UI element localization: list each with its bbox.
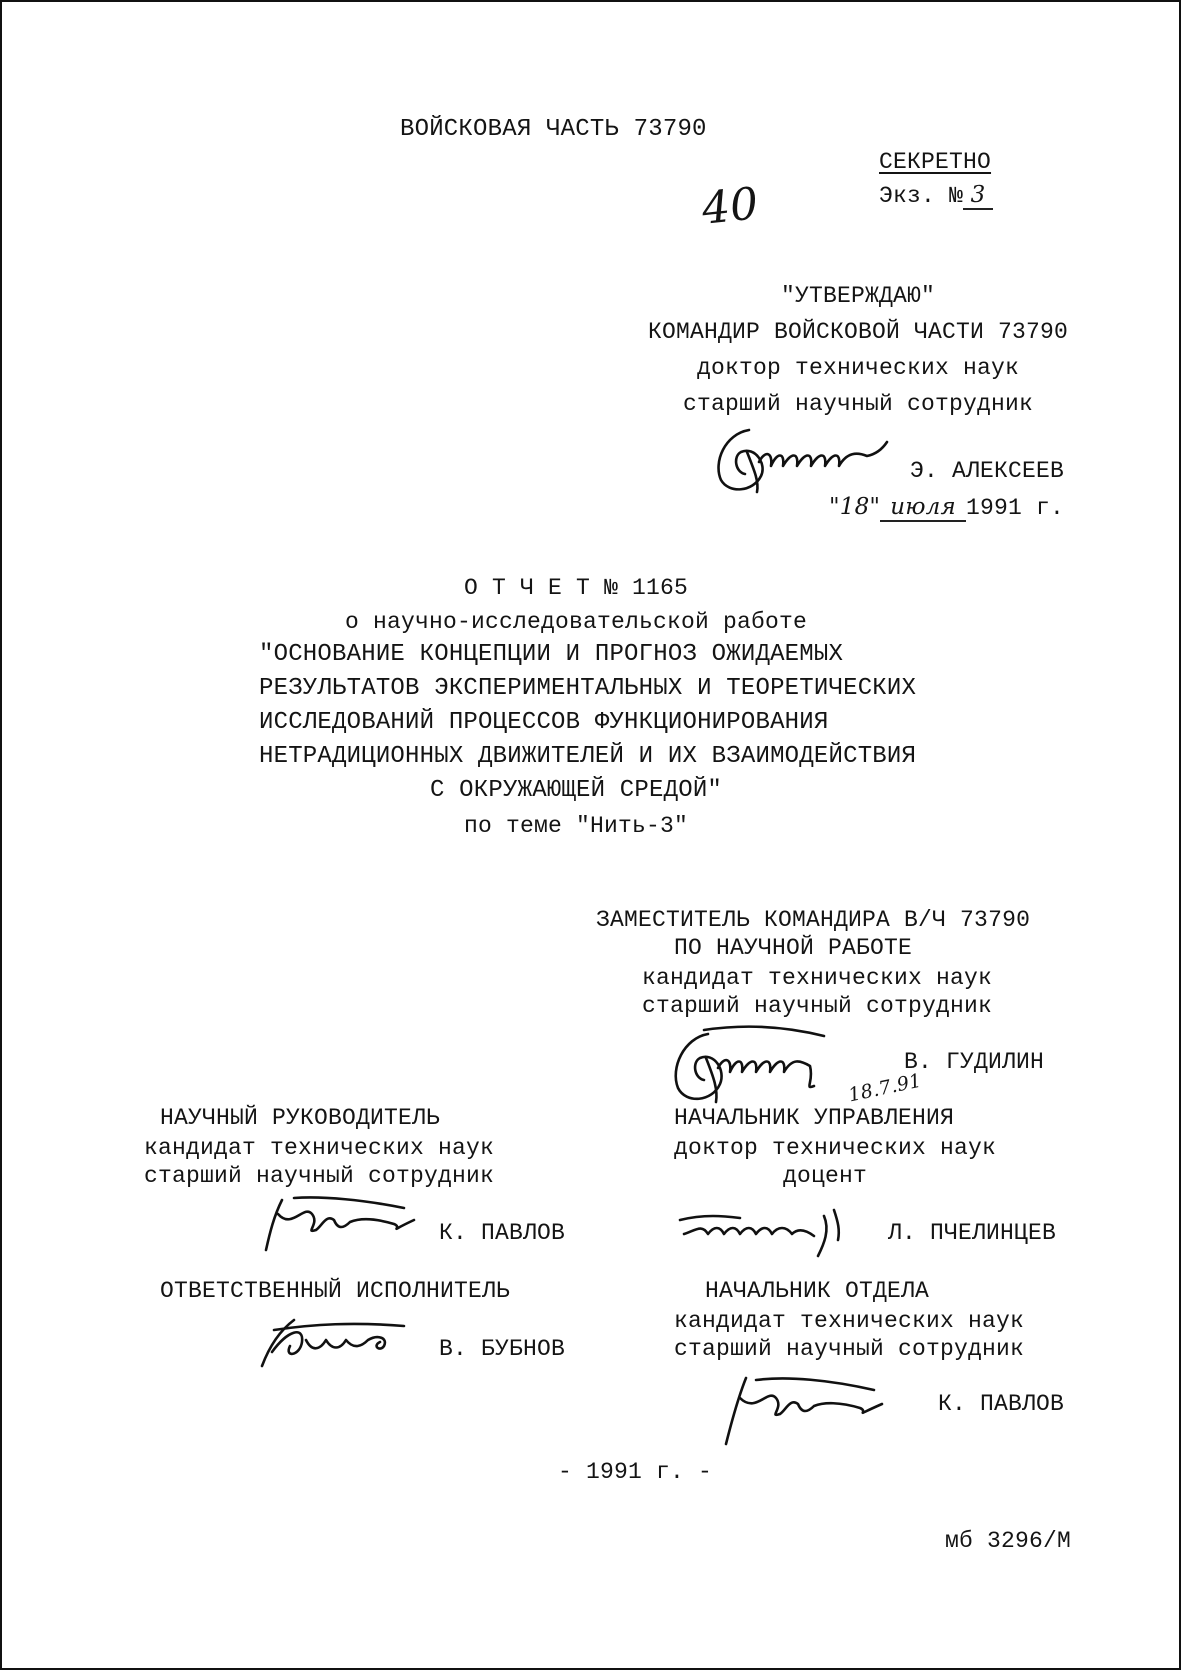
handwritten-page-number: 40 [699,178,761,235]
approver-position: КОМАНДИР ВОЙСКОВОЙ ЧАСТИ 73790 [647,319,1069,345]
document-year: - 1991 г. - [557,1459,713,1485]
military-unit-heading: ВОЙСКОВАЯ ЧАСТЬ 73790 [400,116,707,143]
deputy-sign-date: 18.7.91 [846,1069,924,1107]
topic-line: "ОСНОВАНИЕ КОНЦЕПЦИИ И ПРОГНОЗ ОЖИДАЕМЫХ [259,641,844,668]
topic-line: С ОКРУЖАЮЩЕЙ СРЕДОЙ" [429,777,723,804]
copy-label: Экз. № [879,183,964,209]
deputy-rank: старший научный сотрудник [642,993,993,1019]
registry-number: мб 3296/М [944,1528,1071,1554]
scientific-lead-name: К. ПАВЛОВ [439,1220,566,1246]
date-month: июля [880,494,966,522]
date-day: "18" [828,494,881,520]
scientific-lead-degree: кандидат технических наук [144,1135,495,1161]
deputy-signature [664,1026,864,1116]
directorate-head-rank: доцент [783,1163,868,1189]
approver-rank: старший научный сотрудник [682,391,1034,417]
copy-number-value: 3 [963,182,993,210]
department-head-signature [724,1372,894,1452]
approval-date [664,493,1064,522]
report-theme: по теме "Нить-3" [463,813,689,839]
scientific-lead-rank: старший научный сотрудник [144,1163,495,1189]
directorate-head-signature [674,1200,874,1260]
department-head-degree: кандидат технических наук [674,1308,1025,1334]
executor-signature [254,1312,414,1372]
deputy-position: ЗАМЕСТИТЕЛЬ КОМАНДИРА В/Ч 73790 [596,907,1031,933]
scientific-lead-position: НАУЧНЫЙ РУКОВОДИТЕЛЬ [160,1105,441,1131]
approver-degree: доктор технических наук [696,355,1020,381]
approver-name: Э. АЛЕКСЕЕВ [909,458,1064,484]
department-head-position: НАЧАЛЬНИК ОТДЕЛА [705,1278,930,1304]
classification-stamp: СЕКРЕТНО [879,149,992,175]
topic-line: НЕТРАДИЦИОННЫХ ДВИЖИТЕЛЕЙ И ИХ ВЗАИМОДЕЙСТВИЯ [259,743,917,770]
directorate-head-position: НАЧАЛЬНИК УПРАВЛЕНИЯ [674,1105,955,1131]
deputy-position-2: ПО НАУЧНОЙ РАБОТЕ [674,935,913,961]
deputy-degree: кандидат технических наук [642,965,993,991]
topic-line: ИССЛЕДОВАНИЙ ПРОЦЕССОВ ФУНКЦИОНИРОВАНИЯ [259,709,829,736]
executor-position: ОТВЕТСТВЕННЫЙ ИСПОЛНИТЕЛЬ [160,1278,511,1304]
department-head-rank: старший научный сотрудник [674,1336,1025,1362]
directorate-head-degree: доктор технических наук [674,1135,997,1161]
directorate-head-name: Л. ПЧЕЛИНЦЕВ [888,1220,1057,1246]
copy-number [879,182,993,210]
department-head-name: К. ПАВЛОВ [938,1391,1065,1417]
date-year: 1991 г. [965,495,1064,521]
report-title: О Т Ч Е Т № 1165 [463,575,689,601]
approval-heading: "УТВЕРЖДАЮ" [780,283,936,309]
executor-name: В. БУБНОВ [439,1336,566,1362]
deputy-name: В. ГУДИЛИН [903,1049,1044,1075]
scientific-lead-signature [264,1194,424,1264]
report-subtitle: о научно-исследовательской работе [344,609,808,635]
topic-line: РЕЗУЛЬТАТОВ ЭКСПЕРИМЕНТАЛЬНЫХ И ТЕОРЕТИЧЕСКИХ [259,675,917,702]
